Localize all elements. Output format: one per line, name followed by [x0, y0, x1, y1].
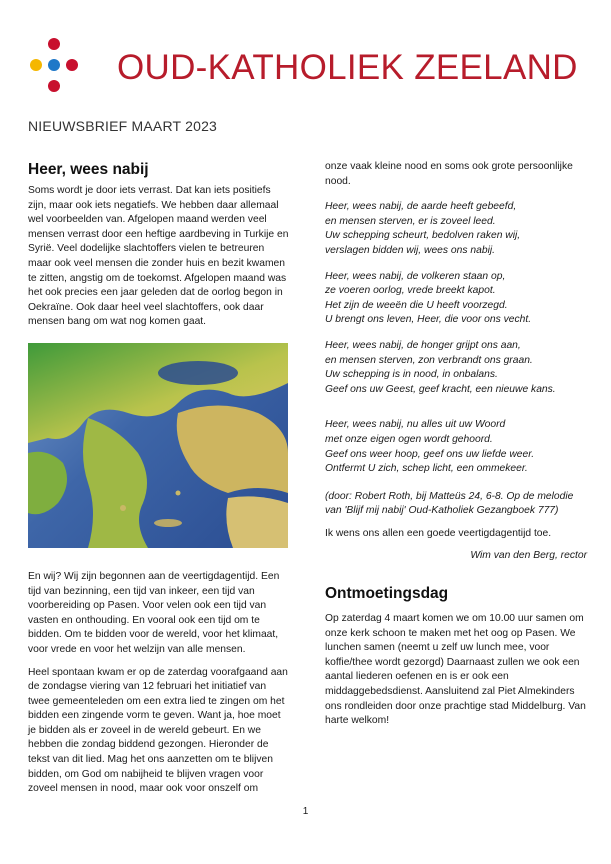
map-illustration — [28, 343, 288, 548]
article-intro: Soms wordt je door iets verrast. Dat kan iets positiefs zijn, maar ook iets negatiefs. We hebben daar allemaal wel voorbeelden van. Afgelopen maand werden veel mensen verrast door een heftige aardbeving in Turkije en Syrië. Veel dodelijke slachtoffers vielen te betreuren maar ook veel mensen die zonder huis en bezit kwamen te zitten, angstig om de toekomst. Afgelopen maand was het ook precies een jaar geleden dat de oorlog begon in Oekraïne. Ook daar heel veel slachtoffers, ook daar mensen bang om wat nog komen gaat. — [28, 185, 289, 328]
poem-stanza-2 — [325, 270, 587, 328]
poem-stanza-1 — [325, 200, 587, 258]
article-continuation: onze vaak kleine nood en soms ook grote persoonlijke nood. — [325, 161, 573, 187]
left-column — [28, 160, 290, 797]
section-title-ontmoetingsdag: Ontmoetingsdag — [325, 585, 449, 603]
signature: Wim van den Berg, rector — [470, 550, 587, 562]
poem-line: Uw schepping scheurt, bedolven raken wij, — [325, 230, 521, 242]
poem-line: ze voeren oorlog, vrede breekt kapot. — [325, 285, 496, 297]
poem-line: Ontfermt U zich, schep licht, een ommekeer. — [325, 463, 528, 475]
poem-line: Heer, wees nabij, nu alles uit uw Woord — [325, 419, 506, 431]
logo-dot-red-bottom — [48, 80, 60, 92]
logo-dot-red-top — [48, 38, 60, 50]
poem-line: U brengt ons leven, Heer, die voor ons vecht. — [325, 314, 532, 326]
ontmoetingsdag-body: Op zaterdag 4 maart komen we om 10.00 uur samen om onze kerk schoon te maken met het oog op Pasen. We lunchen samen (neemt u zelf uw lunch mee, voor koffie/thee wordt gezorgd) Daarnaast zullen we ook een aantal liederen oefenen en is er ook een middaggebedsdienst. Aansluitend zal Piet Almekinders ons rondleiden door onze prachtige stad Middelburg. Van harte welkom! — [325, 613, 586, 727]
poem-line: verslagen bidden wij, wees ons nabij. — [325, 244, 495, 256]
poem — [325, 200, 587, 477]
poem-line: Heer, wees nabij, de volkeren staan op, — [325, 270, 506, 282]
poem-stanza-3 — [325, 339, 587, 397]
right-column — [325, 160, 587, 729]
logo-dot-red-right — [66, 59, 78, 71]
article-paragraph-2: En wij? Wij zijn begonnen aan de veertigdagentijd. Een tijd van bezinning, een tijd van inkeer, een tijd van voorbereiding op Pasen. Voor velen ook een tijd van vasten en onthouding. En vooral ook een tijd om te bidden. Om te bidden voor de wereld, voor het klimaat, voor vrede en voor het welzijn van alle mensen. — [28, 570, 280, 655]
poem-credit: (door: Robert Roth, bij Matteüs 24, 6-8. Op de melodie van 'Blijf mij nabij' Oud-Katholiek Gezangboek 777) — [325, 490, 574, 517]
poem-stanza-4 — [325, 418, 587, 476]
page-number: 1 — [302, 806, 309, 817]
closing-wish: Ik wens ons allen een goede veertigdagentijd toe. — [325, 527, 552, 539]
issue-label: NIEUWSBRIEF MAART 2023 — [28, 118, 218, 134]
logo-dot-yellow — [30, 59, 42, 71]
poem-line: met onze eigen ogen wordt gehoord. — [325, 433, 493, 445]
poem-line: Uw schepping is in nood, in onbalans. — [325, 369, 498, 381]
poem-line: en mensen sterven, zon verbrandt ons graan. — [325, 354, 533, 366]
poem-line: en mensen sterven, er is zoveel leed. — [325, 215, 496, 227]
masthead-title: OUD-KATHOLIEK ZEELAND — [117, 48, 578, 87]
poem-line: Geef ons uw Geest, geef kracht, een nieuwe kans. — [325, 383, 556, 395]
article-title: Heer, wees nabij — [28, 161, 149, 178]
poem-line: Heer, wees nabij, de aarde heeft gebeefd, — [325, 201, 517, 213]
poem-line: Geef ons weer hoop, geef ons uw liefde weer. — [325, 448, 535, 460]
logo-dots — [30, 38, 78, 100]
logo-dot-blue — [48, 59, 60, 71]
poem-line: Heer, wees nabij, de honger grijpt ons aan, — [325, 339, 521, 351]
poem-line: Het zijn de weeën die U heeft voorzegd. — [325, 299, 508, 311]
map-image — [28, 343, 288, 548]
article-paragraph-3: Heel spontaan kwam er op de zaterdag voorafgaand aan de zondagse viering van 12 februari het initiatief van twee gemeenteleden om een extra lied te zingen om het bidden een zingende vorm te geven. Want ja, hoe moet je bidden als er zoveel in de wereld gebeurt. En we hebben die zondag biddend gezongen. Hieronder de tekst van dit lied. Mag het ons aanzetten om te blijven bidden, om God om nabijheid te blijven vragen voor zoveel mensen in nood, maar ook voor onszelf om — [28, 666, 288, 795]
